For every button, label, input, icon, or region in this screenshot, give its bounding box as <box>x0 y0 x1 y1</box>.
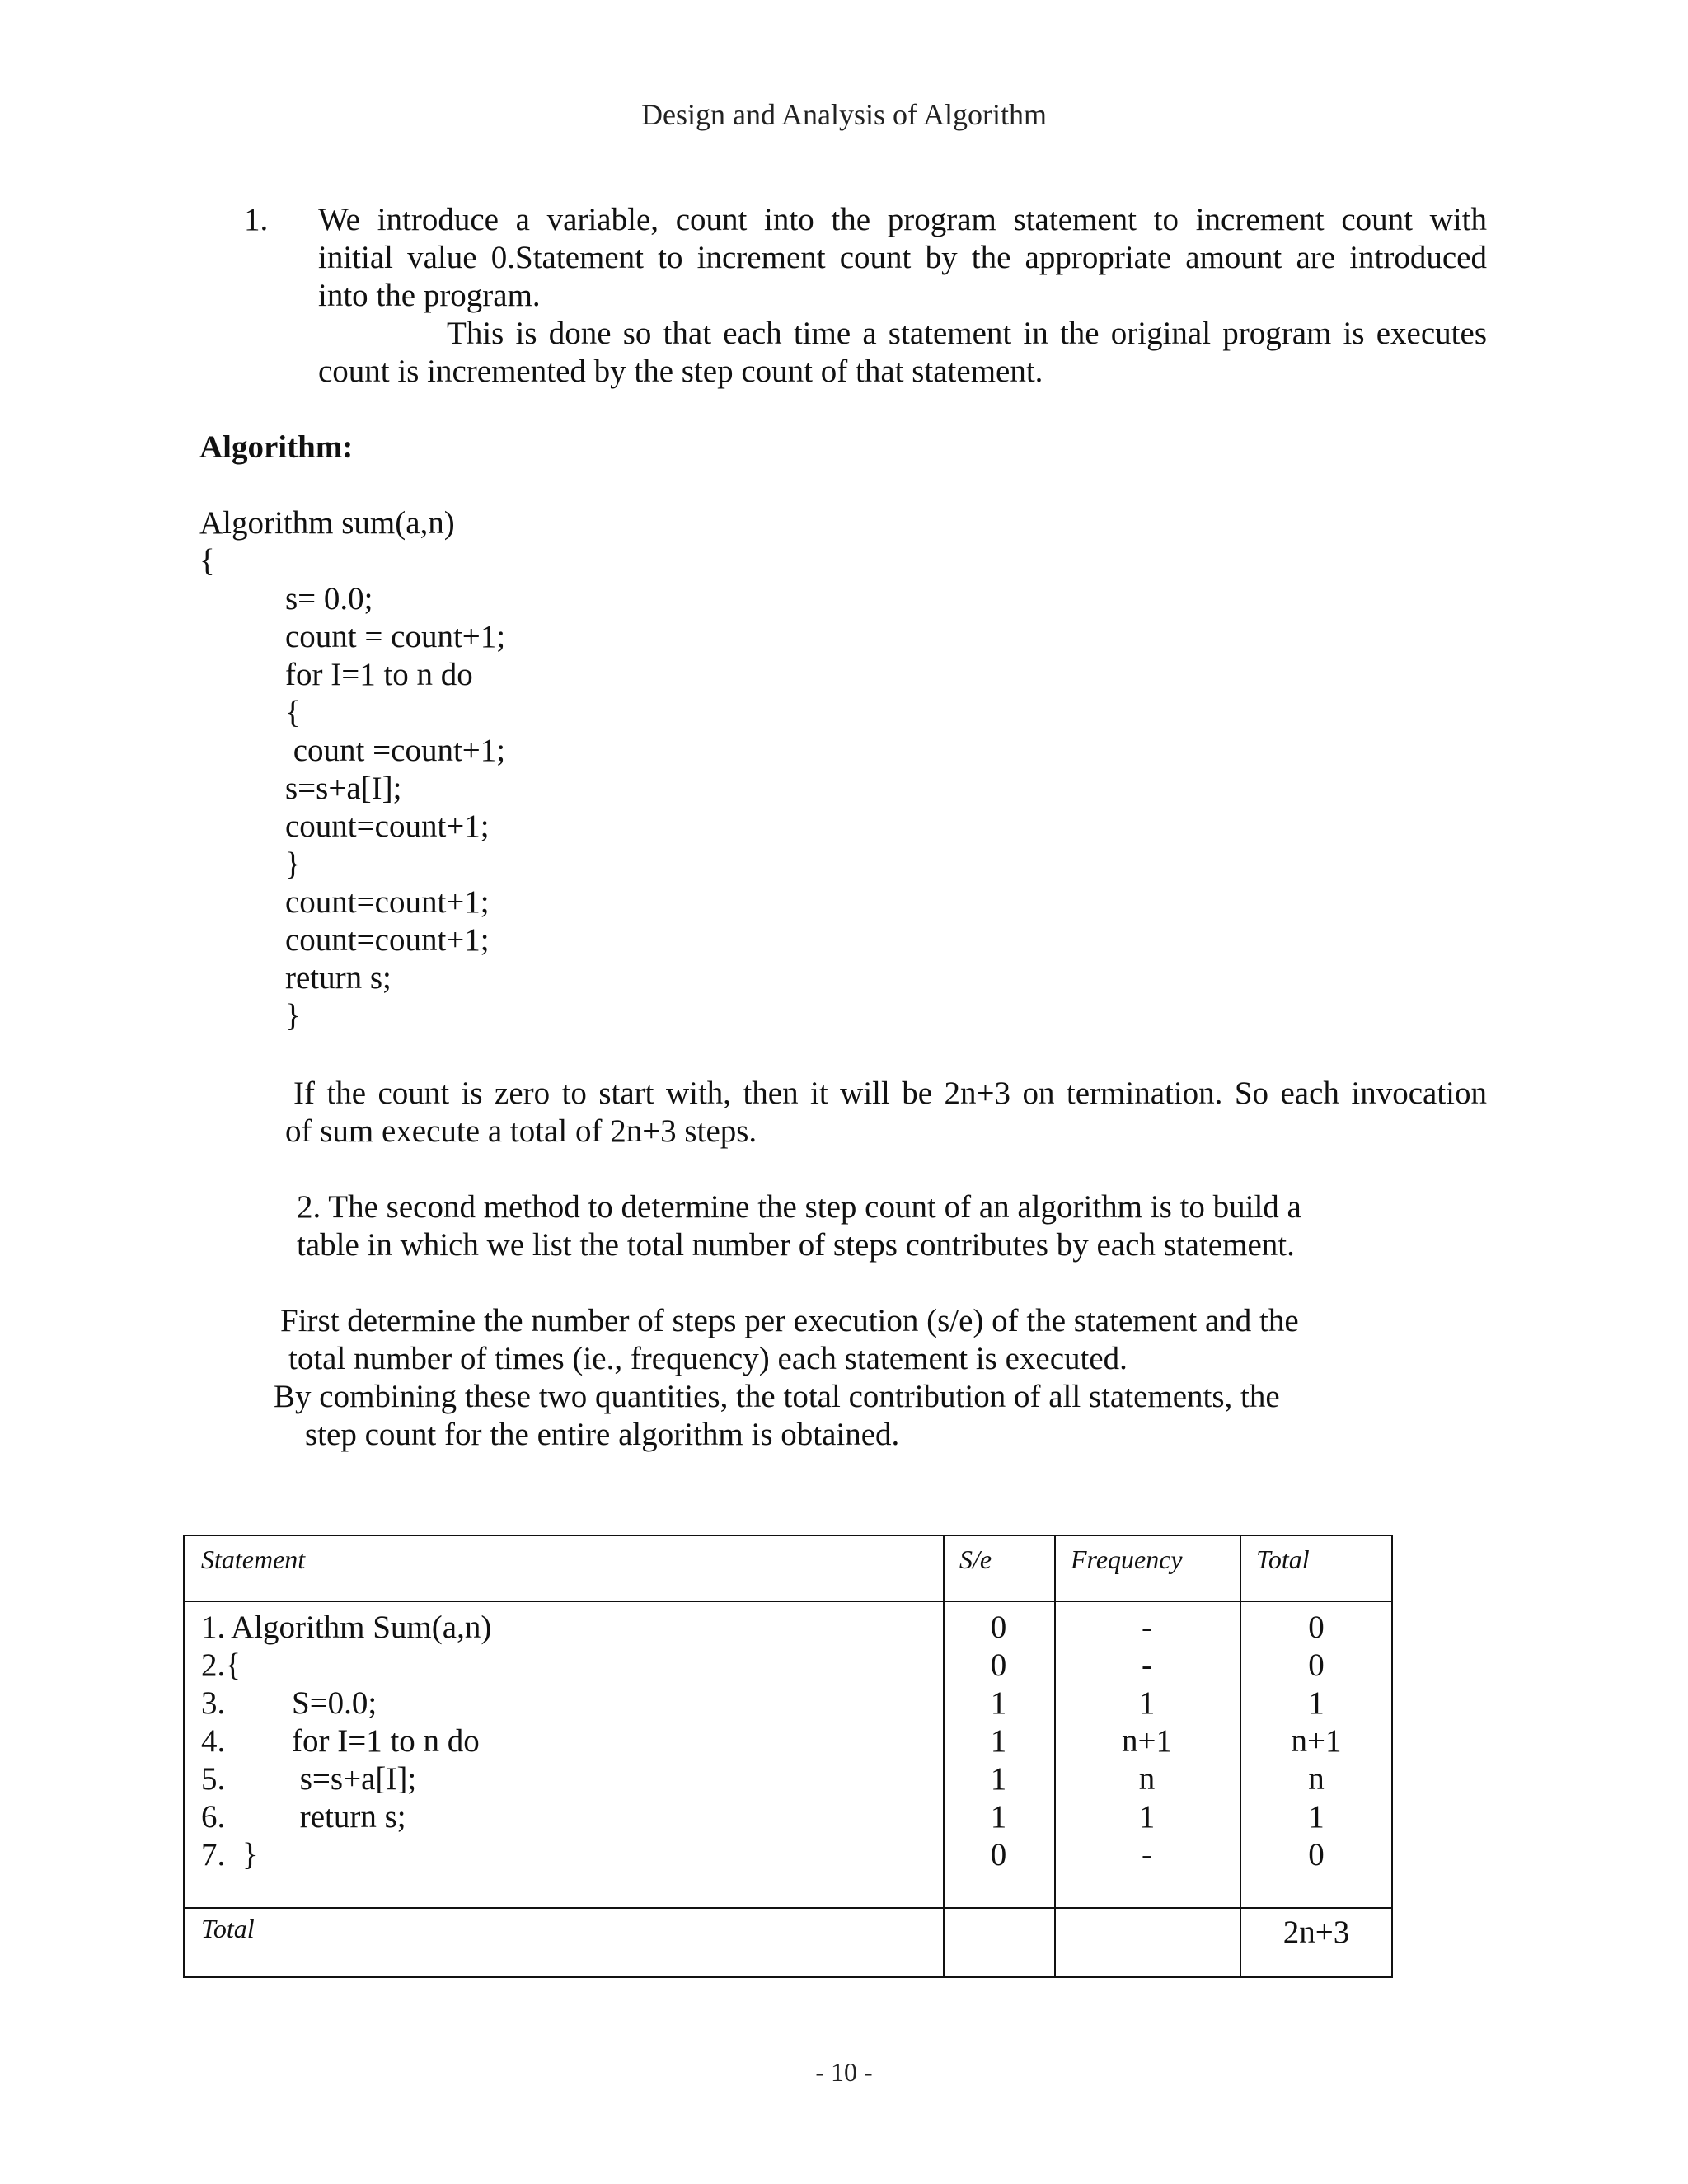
table-row-statement: S=0.0; <box>292 1685 377 1721</box>
table-cell-frequency: 1 <box>1138 1685 1156 1721</box>
table-divider <box>185 1601 1391 1602</box>
step-count-table <box>183 1535 1393 1978</box>
table-cell-frequency: n+1 <box>1122 1723 1172 1759</box>
termination-line-1: If the count is zero to start with, then it will be 2n+3 on termination. So each invocation <box>293 1076 1487 1111</box>
table-total-label: Total <box>201 1914 255 1943</box>
combining-line-2: total number of times (ie., frequency) each statement is executed. <box>288 1341 1128 1376</box>
code-line: s= 0.0; <box>285 581 373 616</box>
table-header-total: Total <box>1256 1544 1310 1574</box>
algorithm-open-brace: { <box>199 543 215 579</box>
intro-line-5: count is incremented by the step count of that statement. <box>318 354 1043 389</box>
table-row-number: 4. <box>201 1723 226 1759</box>
table-cell-total: 0 <box>1308 1610 1325 1645</box>
table-row-number: 2.{ <box>201 1647 241 1683</box>
code-line: count=count+1; <box>285 922 490 958</box>
table-cell-frequency: - <box>1142 1837 1152 1872</box>
intro-line-1: We introduce a variable, count into the program statement to increment count with <box>318 202 1487 237</box>
page-number: - 10 - <box>815 2057 873 2087</box>
combining-line-1: First determine the number of steps per execution (s/e) of the statement and the <box>280 1303 1299 1338</box>
table-cell-se: 1 <box>990 1799 1007 1835</box>
combining-line-4: step count for the entire algorithm is obtained. <box>305 1417 900 1452</box>
table-cell-total: 0 <box>1308 1647 1325 1683</box>
list-number: 1. <box>244 202 269 237</box>
table-cell-se: 1 <box>990 1723 1007 1759</box>
table-row-number: 5. <box>201 1761 226 1797</box>
table-cell-se: 1 <box>990 1761 1007 1797</box>
table-cell-total: n+1 <box>1291 1723 1342 1759</box>
termination-line-2: of sum execute a total of 2n+3 steps. <box>285 1113 757 1149</box>
table-row-statement: Algorithm Sum(a,n) <box>231 1610 492 1645</box>
table-cell-se: 0 <box>990 1610 1007 1645</box>
table-header-frequency: Frequency <box>1071 1544 1183 1574</box>
combining-line-3: By combining these two quantities, the total contribution of all statements, the <box>274 1379 1280 1414</box>
algorithm-title: Algorithm sum(a,n) <box>199 505 455 541</box>
table-cell-frequency: - <box>1142 1610 1152 1645</box>
table-cell-total: 0 <box>1308 1837 1325 1872</box>
intro-line-4: This is done so that each time a statement in the original program is executes <box>447 316 1487 351</box>
table-row-number: 7. <box>201 1837 226 1872</box>
table-header-se: S/e <box>959 1544 992 1574</box>
code-line: { <box>285 695 301 730</box>
code-line: count = count+1; <box>285 619 506 654</box>
code-line: } <box>285 846 301 882</box>
table-header-statement: Statement <box>201 1544 306 1574</box>
table-cell-se: 1 <box>990 1685 1007 1721</box>
table-cell-se: 0 <box>990 1837 1007 1872</box>
page-header: Design and Analysis of Algorithm <box>641 98 1047 131</box>
table-row-statement: return s; <box>292 1799 406 1835</box>
code-line: s=s+a[I]; <box>285 771 402 806</box>
table-cell-frequency: - <box>1142 1647 1152 1683</box>
code-line: for I=1 to n do <box>285 657 473 692</box>
table-cell-total: n <box>1308 1761 1325 1797</box>
table-cell-total: 1 <box>1308 1799 1325 1835</box>
table-cell-frequency: 1 <box>1138 1799 1156 1835</box>
table-row-number: 3. <box>201 1685 226 1721</box>
table-cell-se: 0 <box>990 1647 1007 1683</box>
intro-line-2: initial value 0.Statement to increment count by the appropriate amount are introduced <box>318 240 1487 275</box>
table-row-number: 6. <box>201 1799 226 1835</box>
second-method-line-2: table in which we list the total number of steps contributes by each statement. <box>297 1227 1295 1263</box>
code-line: count =count+1; <box>285 733 506 768</box>
table-row-number: 1. <box>201 1610 226 1645</box>
table-row-statement: } <box>242 1837 258 1872</box>
table-row-statement: for I=1 to n do <box>292 1723 480 1759</box>
table-row-statement: s=s+a[I]; <box>292 1761 417 1797</box>
second-method-line-1: 2. The second method to determine the step count of an algorithm is to build a <box>297 1189 1301 1225</box>
algorithm-heading: Algorithm: <box>199 429 354 465</box>
table-cell-frequency: n <box>1138 1761 1156 1797</box>
table-divider <box>185 1907 1391 1909</box>
code-line: } <box>285 998 301 1033</box>
intro-line-3: into the program. <box>318 278 541 313</box>
code-line: count=count+1; <box>285 808 490 844</box>
code-line: count=count+1; <box>285 884 490 920</box>
table-cell-total: 1 <box>1308 1685 1325 1721</box>
table-total-value: 2n+3 <box>1282 1915 1350 1950</box>
code-line: return s; <box>285 960 392 996</box>
